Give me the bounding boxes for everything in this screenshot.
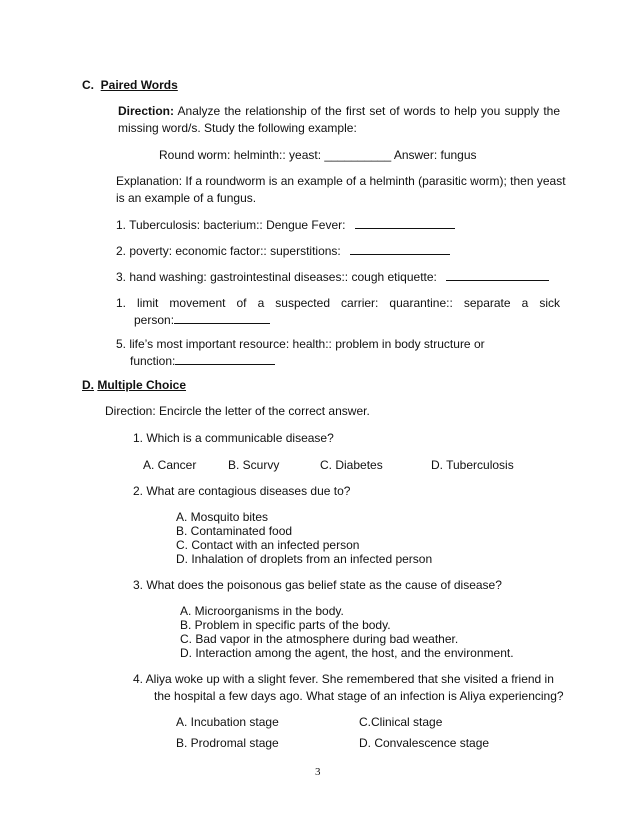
q1-option-c[interactable]: C. Diabetes xyxy=(320,458,383,472)
section-d-letter: D. xyxy=(82,378,94,392)
section-c-direction-line2: missing word/s. Study the following example: xyxy=(118,121,357,135)
question-2: 2. What are contagious diseases due to? xyxy=(133,484,351,498)
q1-option-b[interactable]: B. Scurvy xyxy=(228,458,280,472)
q1-option-d[interactable]: D. Tuberculosis xyxy=(431,458,514,472)
q2-option-c[interactable]: C. Contact with an infected person xyxy=(176,538,360,552)
answer-blank[interactable] xyxy=(175,353,275,365)
paired-item-2: 2. poverty: economic factor:: superstitions: xyxy=(116,243,450,259)
paired-item-5-line2: function: xyxy=(130,353,275,369)
section-c-title: Paired Words xyxy=(100,78,178,92)
explanation-line2: is an example of a fungus. xyxy=(116,191,257,205)
question-3: 3. What does the poisonous gas belief state as the cause of disease? xyxy=(133,578,502,592)
q2-option-b[interactable]: B. Contaminated food xyxy=(176,524,293,538)
q4-option-a[interactable]: A. Incubation stage xyxy=(176,715,279,729)
section-d-title: Multiple Choice xyxy=(97,378,187,392)
paired-item-3: 3. hand washing: gastrointestinal diseases:: cough etiquette: xyxy=(116,269,549,285)
q3-option-b[interactable]: B. Problem in specific parts of the body. xyxy=(180,618,391,632)
question-4-line2: the hospital a few days ago. What stage of an infection is Aliya experiencing? xyxy=(154,689,564,703)
answer-blank[interactable] xyxy=(174,312,270,324)
q4-option-d[interactable]: D. Convalescence stage xyxy=(359,736,490,750)
section-d-heading xyxy=(82,378,186,393)
q4-option-b[interactable]: B. Prodromal stage xyxy=(176,736,279,750)
section-c-direction-line1: Direction: Analyze the relationship of the first set of words to help you supply the xyxy=(118,104,560,118)
section-d-direction: Direction: Encircle the letter of the correct answer. xyxy=(105,404,370,418)
example-line: Round worm: helminth:: yeast: __________ Answer: fungus xyxy=(159,148,477,162)
q2-option-a[interactable]: A. Mosquito bites xyxy=(176,510,269,524)
answer-blank[interactable] xyxy=(350,243,450,255)
section-c-heading xyxy=(82,78,178,93)
q1-option-a[interactable]: A. Cancer xyxy=(143,458,197,472)
question-4-line1: 4. Aliya woke up with a slight fever. She remembered that she visited a friend in xyxy=(133,672,554,686)
page-number: 3 xyxy=(315,766,321,778)
q2-option-d[interactable]: D. Inhalation of droplets from an infected person xyxy=(176,552,433,566)
answer-blank[interactable] xyxy=(446,269,549,281)
paired-item-4-line1: 1. limit movement of a suspected carrier: quarantine:: separate a sick xyxy=(116,296,560,310)
paired-item-1: 1. Tuberculosis: bacterium:: Dengue Fever: xyxy=(116,217,455,233)
question-1: 1. Which is a communicable disease? xyxy=(133,431,334,445)
answer-blank[interactable] xyxy=(355,217,455,229)
q4-option-c[interactable]: C.Clinical stage xyxy=(359,715,443,729)
q3-option-a[interactable]: A. Microorganisms in the body. xyxy=(180,604,344,618)
section-c-letter: C. xyxy=(82,78,94,92)
explanation-line1: Explanation: If a roundworm is an example of a helminth (parasitic worm); then yeast xyxy=(116,174,566,188)
q3-option-c[interactable]: C. Bad vapor in the atmosphere during bad weather. xyxy=(180,632,459,646)
paired-item-4-line2: person: xyxy=(134,312,270,328)
paired-item-5-line1: 5. life’s most important resource: health:: problem in body structure or xyxy=(116,337,485,351)
q3-option-d[interactable]: D. Interaction among the agent, the host, and the environment. xyxy=(180,646,514,660)
